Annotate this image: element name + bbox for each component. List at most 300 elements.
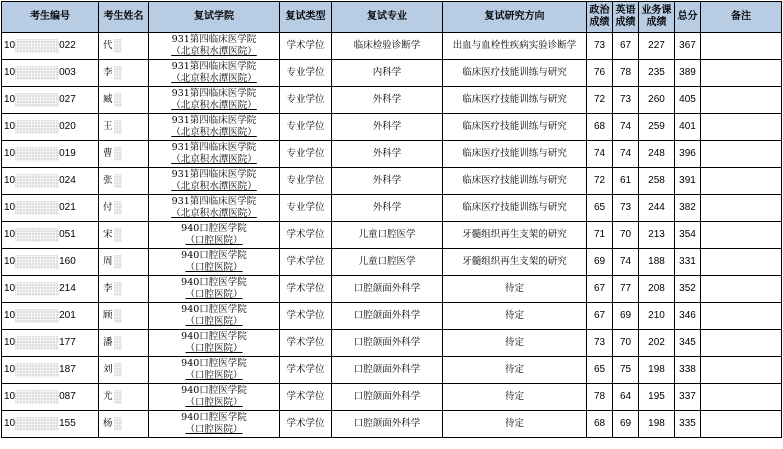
- major-cell: [332, 60, 443, 87]
- direction-cell: [443, 411, 587, 438]
- total-cell: [675, 195, 701, 222]
- redaction-mask: [15, 228, 59, 242]
- redaction-mask: [114, 66, 122, 80]
- type: 学术学位: [286, 391, 325, 402]
- exam-id-suffix: 201: [59, 310, 76, 321]
- major: 外科学: [372, 94, 402, 105]
- school-cell: [149, 195, 280, 222]
- total: 401: [679, 121, 696, 132]
- candidate-name: 张: [103, 175, 113, 186]
- table-row: [2, 60, 782, 87]
- major: 儿童口腔医学: [358, 256, 416, 267]
- exam-id-cell: [2, 114, 99, 141]
- major-score-cell: [639, 114, 675, 141]
- major-score-cell: [639, 384, 675, 411]
- exam-id-prefix: 10: [4, 418, 16, 429]
- type-cell: [280, 195, 332, 222]
- exam-id-suffix: 187: [59, 364, 76, 375]
- major-score: 260: [648, 94, 665, 105]
- note-cell: [701, 141, 782, 168]
- direction: 待定: [504, 310, 524, 321]
- direction: 待定: [504, 418, 524, 429]
- type: 学术学位: [286, 256, 325, 267]
- school-cell: [149, 357, 280, 384]
- name-cell: [99, 411, 149, 438]
- candidate-name: 周: [103, 256, 113, 267]
- name-cell: [99, 276, 149, 303]
- type-cell: [280, 357, 332, 384]
- name-cell: [99, 303, 149, 330]
- major-score: 248: [648, 148, 665, 159]
- school-hospital: （北京积水潭医院）: [171, 73, 257, 84]
- direction-cell: [443, 168, 587, 195]
- major-score: 213: [648, 229, 665, 240]
- type: 学术学位: [286, 40, 325, 51]
- total-cell: [675, 33, 701, 60]
- direction-cell: [443, 276, 587, 303]
- redaction-mask: [15, 390, 59, 404]
- english-cell: [613, 384, 639, 411]
- english: 75: [619, 364, 632, 375]
- politics: 67: [593, 283, 606, 294]
- school-hospital: （口腔医院）: [185, 370, 243, 381]
- name-cell: [99, 357, 149, 384]
- header-school: 复试学院: [149, 2, 280, 33]
- direction-cell: [443, 195, 587, 222]
- redaction-mask: [114, 255, 122, 269]
- total-cell: [675, 276, 701, 303]
- english-cell: [613, 249, 639, 276]
- type: 专业学位: [286, 67, 325, 78]
- note-cell: [701, 330, 782, 357]
- redaction-mask: [114, 390, 122, 404]
- english: 70: [619, 229, 632, 240]
- redaction-mask: [114, 336, 122, 350]
- total: 345: [679, 337, 696, 348]
- politics: 78: [593, 391, 606, 402]
- major-cell: [332, 114, 443, 141]
- header-row: [2, 2, 782, 33]
- total-cell: [675, 141, 701, 168]
- major-score-cell: [639, 303, 675, 330]
- type-cell: [280, 141, 332, 168]
- english-cell: [613, 357, 639, 384]
- direction-cell: [443, 222, 587, 249]
- politics: 65: [593, 364, 606, 375]
- major-cell: [332, 303, 443, 330]
- exam-id-cell: [2, 276, 99, 303]
- candidate-name: 曹: [103, 148, 113, 159]
- type: 学术学位: [286, 229, 325, 240]
- total: 331: [679, 256, 696, 267]
- exam-id-prefix: 10: [4, 256, 16, 267]
- redaction-mask: [15, 66, 59, 80]
- direction: 出血与血栓性疾病实验诊断学: [452, 40, 577, 51]
- exam-id-cell: [2, 60, 99, 87]
- note-cell: [701, 384, 782, 411]
- school-cell: [149, 276, 280, 303]
- table-row: [2, 168, 782, 195]
- redaction-mask: [114, 417, 122, 431]
- total: 391: [679, 175, 696, 186]
- major-score: 210: [648, 310, 665, 321]
- politics: 67: [593, 310, 606, 321]
- exam-id-suffix: 051: [59, 229, 76, 240]
- major-score: 259: [648, 121, 665, 132]
- school-hospital: （口腔医院）: [185, 289, 243, 300]
- table-body: [2, 33, 782, 438]
- major: 内科学: [372, 67, 402, 78]
- school-hospital: （口腔医院）: [185, 343, 243, 354]
- table-row: [2, 222, 782, 249]
- school-name: 940口腔医学院: [181, 412, 247, 423]
- note-cell: [701, 195, 782, 222]
- politics-cell: [587, 384, 613, 411]
- name-cell: [99, 33, 149, 60]
- exam-id-prefix: 10: [4, 229, 16, 240]
- exam-id-cell: [2, 168, 99, 195]
- school-hospital: （口腔医院）: [185, 235, 243, 246]
- table-row: [2, 141, 782, 168]
- candidate-name: 王: [103, 121, 113, 132]
- exam-id-cell: [2, 195, 99, 222]
- school-name: 940口腔医学院: [181, 250, 247, 261]
- total-cell: [675, 330, 701, 357]
- type-cell: [280, 33, 332, 60]
- candidate-name: 李: [103, 283, 113, 294]
- major-cell: [332, 357, 443, 384]
- table-row: [2, 33, 782, 60]
- candidate-name: 李: [103, 67, 113, 78]
- english: 78: [619, 67, 632, 78]
- school-name: 940口腔医学院: [181, 223, 247, 234]
- politics-cell: [587, 276, 613, 303]
- major-score-cell: [639, 141, 675, 168]
- major: 外科学: [372, 121, 402, 132]
- school-name: 931第四临床医学院: [171, 115, 257, 126]
- major: 口腔颌面外科学: [353, 364, 421, 375]
- candidate-name: 宋: [103, 229, 113, 240]
- total: 354: [679, 229, 696, 240]
- major-cell: [332, 411, 443, 438]
- type: 学术学位: [286, 337, 325, 348]
- exam-id-prefix: 10: [4, 94, 16, 105]
- table-row: [2, 276, 782, 303]
- exam-id-suffix: 024: [59, 175, 76, 186]
- redaction-mask: [114, 201, 122, 215]
- exam-id-suffix: 160: [59, 256, 76, 267]
- major-cell: [332, 195, 443, 222]
- exam-id-cell: [2, 384, 99, 411]
- exam-id-cell: [2, 141, 99, 168]
- redaction-mask: [15, 309, 59, 323]
- redaction-mask: [15, 93, 59, 107]
- table-row: [2, 249, 782, 276]
- major-cell: [332, 384, 443, 411]
- school-name: 931第四临床医学院: [171, 196, 257, 207]
- english: 73: [619, 94, 632, 105]
- direction-cell: [443, 330, 587, 357]
- school-name: 940口腔医学院: [181, 331, 247, 342]
- major-score-cell: [639, 87, 675, 114]
- major-score-cell: [639, 276, 675, 303]
- direction: 临床医疗技能训练与研究: [462, 94, 567, 105]
- redaction-mask: [15, 201, 59, 215]
- type: 学术学位: [286, 283, 325, 294]
- english: 69: [619, 418, 632, 429]
- total: 382: [679, 202, 696, 213]
- candidate-name: 刘: [103, 364, 113, 375]
- exam-id-prefix: 10: [4, 175, 16, 186]
- english-cell: [613, 141, 639, 168]
- header-politics: 政治 成绩: [587, 2, 613, 33]
- type-cell: [280, 276, 332, 303]
- total-cell: [675, 87, 701, 114]
- major-score-cell: [639, 411, 675, 438]
- politics: 69: [593, 256, 606, 267]
- school-cell: [149, 384, 280, 411]
- exam-id-suffix: 027: [59, 94, 76, 105]
- direction: 待定: [504, 391, 524, 402]
- direction-cell: [443, 33, 587, 60]
- major-score: 198: [648, 364, 665, 375]
- direction-cell: [443, 87, 587, 114]
- type: 学术学位: [286, 310, 325, 321]
- english-cell: [613, 411, 639, 438]
- exam-id-cell: [2, 357, 99, 384]
- redaction-mask: [15, 174, 59, 188]
- english-cell: [613, 303, 639, 330]
- school-cell: [149, 222, 280, 249]
- total: 346: [679, 310, 696, 321]
- politics: 65: [593, 202, 606, 213]
- name-cell: [99, 222, 149, 249]
- note-cell: [701, 411, 782, 438]
- major-cell: [332, 87, 443, 114]
- redaction-mask: [114, 309, 122, 323]
- major-cell: [332, 276, 443, 303]
- header-major-score: 业务课 成绩: [639, 2, 675, 33]
- table-row: [2, 330, 782, 357]
- exam-id-suffix: 021: [59, 202, 76, 213]
- major-score: 244: [648, 202, 665, 213]
- major: 外科学: [372, 202, 402, 213]
- politics: 72: [593, 94, 606, 105]
- school-cell: [149, 330, 280, 357]
- direction-cell: [443, 384, 587, 411]
- exam-id-cell: [2, 249, 99, 276]
- major: 口腔颌面外科学: [353, 310, 421, 321]
- type-cell: [280, 168, 332, 195]
- header-english: 英语 成绩: [613, 2, 639, 33]
- total-cell: [675, 411, 701, 438]
- note-cell: [701, 303, 782, 330]
- header-exam-id: 考生编号: [2, 2, 99, 33]
- candidate-name: 潘: [103, 337, 113, 348]
- direction: 临床医疗技能训练与研究: [462, 148, 567, 159]
- english: 74: [619, 121, 632, 132]
- english: 74: [619, 256, 632, 267]
- politics-cell: [587, 195, 613, 222]
- major-score: 227: [648, 40, 665, 51]
- english-cell: [613, 168, 639, 195]
- politics-cell: [587, 357, 613, 384]
- direction: 牙髓组织再生支架的研究: [462, 256, 567, 267]
- politics: 68: [593, 418, 606, 429]
- school-name: 940口腔医学院: [181, 304, 247, 315]
- redaction-mask: [114, 282, 122, 296]
- note-cell: [701, 357, 782, 384]
- type-cell: [280, 330, 332, 357]
- school-name: 931第四临床医学院: [171, 61, 257, 72]
- direction-cell: [443, 60, 587, 87]
- english-cell: [613, 33, 639, 60]
- redaction-mask: [15, 39, 59, 53]
- note-cell: [701, 60, 782, 87]
- direction: 牙髓组织再生支架的研究: [462, 229, 567, 240]
- politics: 74: [593, 148, 606, 159]
- exam-id-prefix: 10: [4, 283, 16, 294]
- major: 口腔颌面外科学: [353, 337, 421, 348]
- school-hospital: （北京积水潭医院）: [171, 181, 257, 192]
- exam-id-cell: [2, 222, 99, 249]
- english: 67: [619, 40, 632, 51]
- direction-cell: [443, 141, 587, 168]
- table-row: [2, 384, 782, 411]
- english: 64: [619, 391, 632, 402]
- major-cell: [332, 168, 443, 195]
- school-hospital: （口腔医院）: [185, 424, 243, 435]
- major-score: 202: [648, 337, 665, 348]
- major-cell: [332, 141, 443, 168]
- table-row: [2, 357, 782, 384]
- school-hospital: （北京积水潭医院）: [171, 208, 257, 219]
- type-cell: [280, 249, 332, 276]
- school-hospital: （北京积水潭医院）: [171, 46, 257, 57]
- politics: 68: [593, 121, 606, 132]
- note-cell: [701, 114, 782, 141]
- total-cell: [675, 357, 701, 384]
- direction: 临床医疗技能训练与研究: [462, 175, 567, 186]
- header-name: 考生姓名: [99, 2, 149, 33]
- header-note: 备注: [701, 2, 782, 33]
- name-cell: [99, 114, 149, 141]
- total: 405: [679, 94, 696, 105]
- total: 367: [679, 40, 696, 51]
- major-score-cell: [639, 33, 675, 60]
- name-cell: [99, 60, 149, 87]
- major-cell: [332, 33, 443, 60]
- total: 335: [679, 418, 696, 429]
- exam-id-suffix: 177: [59, 337, 76, 348]
- redaction-mask: [15, 282, 59, 296]
- exam-id-prefix: 10: [4, 310, 16, 321]
- english-cell: [613, 114, 639, 141]
- english: 73: [619, 202, 632, 213]
- major: 外科学: [372, 148, 402, 159]
- school-name: 940口腔医学院: [181, 277, 247, 288]
- major-cell: [332, 330, 443, 357]
- direction: 待定: [504, 337, 524, 348]
- english: 74: [619, 148, 632, 159]
- type-cell: [280, 384, 332, 411]
- politics: 76: [593, 67, 606, 78]
- redaction-mask: [15, 336, 59, 350]
- major-score-cell: [639, 60, 675, 87]
- school-cell: [149, 249, 280, 276]
- major-score-cell: [639, 168, 675, 195]
- major-score-cell: [639, 249, 675, 276]
- candidate-name: 尤: [103, 391, 113, 402]
- candidate-name: 付: [103, 202, 113, 213]
- major-score-cell: [639, 222, 675, 249]
- candidate-name: 代: [103, 40, 113, 51]
- school-name: 940口腔医学院: [181, 385, 247, 396]
- major-cell: [332, 222, 443, 249]
- politics-cell: [587, 330, 613, 357]
- major: 临床检验诊断学: [353, 40, 421, 51]
- politics-cell: [587, 87, 613, 114]
- politics: 72: [593, 175, 606, 186]
- direction: 临床医疗技能训练与研究: [462, 121, 567, 132]
- redaction-mask: [114, 93, 122, 107]
- politics: 71: [593, 229, 606, 240]
- total-cell: [675, 168, 701, 195]
- politics-cell: [587, 114, 613, 141]
- name-cell: [99, 195, 149, 222]
- exam-id-suffix: 020: [59, 121, 76, 132]
- school-name: 931第四临床医学院: [171, 88, 257, 99]
- school-hospital: （口腔医院）: [185, 397, 243, 408]
- english-cell: [613, 276, 639, 303]
- type: 专业学位: [286, 121, 325, 132]
- school-hospital: （口腔医院）: [185, 316, 243, 327]
- school-name: 931第四临床医学院: [171, 169, 257, 180]
- english-cell: [613, 195, 639, 222]
- direction: 待定: [504, 364, 524, 375]
- school-hospital: （北京积水潭医院）: [171, 100, 257, 111]
- note-cell: [701, 249, 782, 276]
- total-cell: [675, 303, 701, 330]
- exam-id-prefix: 10: [4, 67, 16, 78]
- redaction-mask: [114, 39, 122, 53]
- exam-id-suffix: 003: [59, 67, 76, 78]
- school-cell: [149, 87, 280, 114]
- direction-cell: [443, 249, 587, 276]
- type-cell: [280, 303, 332, 330]
- redaction-mask: [114, 120, 122, 134]
- direction-cell: [443, 303, 587, 330]
- english: 69: [619, 310, 632, 321]
- type: 学术学位: [286, 418, 325, 429]
- politics: 73: [593, 337, 606, 348]
- redaction-mask: [114, 363, 122, 377]
- name-cell: [99, 384, 149, 411]
- redaction-mask: [15, 147, 59, 161]
- major: 口腔颌面外科学: [353, 418, 421, 429]
- exam-id-suffix: 019: [59, 148, 76, 159]
- school-cell: [149, 303, 280, 330]
- type-cell: [280, 114, 332, 141]
- type: 专业学位: [286, 94, 325, 105]
- type: 专业学位: [286, 148, 325, 159]
- name-cell: [99, 87, 149, 114]
- note-cell: [701, 33, 782, 60]
- politics-cell: [587, 60, 613, 87]
- header-major: 复试专业: [332, 2, 443, 33]
- school-hospital: （北京积水潭医院）: [171, 127, 257, 138]
- table-row: [2, 411, 782, 438]
